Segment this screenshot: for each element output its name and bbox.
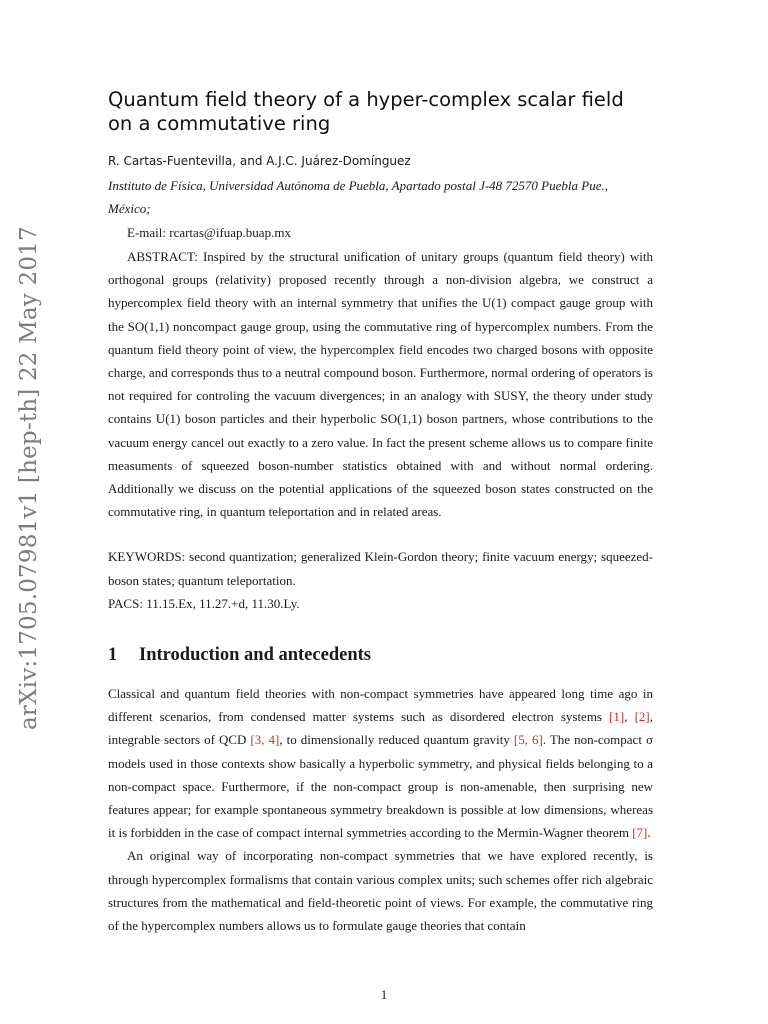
paragraph-text: , integrable sectors of QCD — [108, 709, 653, 748]
paragraph-text: . — [647, 825, 651, 841]
citation-link[interactable]: [7] — [632, 825, 648, 841]
section-title: Introduction and antecedents — [139, 645, 371, 666]
paragraph-text: Classical and quantum field theories with non-compact symmetries have appeared long time ago in different scenarios, from condensed matter systems such as disordered electron systems — [108, 686, 653, 725]
abstract: ABSTRACT: Inspired by the structural unification of unitary groups (quantum field theory) with orthogonal groups (relativity) proposed recently through a non-division algebra, we construct a hypercomplex field theory with an internal symmetry that unifies the U(1) compact gauge group with the SO(1,1) noncompact gauge group, using the commutative ring of hypercomplex numbers. From the quantum field theory point of view, the hypercomplex field encodes two charged bosons with opposite charge, and corresponds thus to a neutral compound boson. Furthermore, normal ordering of operators is not required for controling the vacuum divergences; in an analogy with SUSY, the theory under study contains U(1) boson particles and their hyperbolic SO(1,1) boson partners, whose contributions to the vacuum energy cancel out exactly to a zero value. In fact the present scheme allows us to compare finite measuments of squeezed boson-number statistics obtained with and without normal ordering. Additionally we discuss on the potential applications of the squeezed boson states constructed on the commutative ring, in quantum teleportation and in related areas. — [108, 249, 653, 520]
contact-email: E-mail: rcartas@ifuap.buap.mx — [127, 225, 291, 240]
intro-paragraph-2: An original way of incorporating non-compact symmetries that we have explored recently, is through hypercomplex formalisms that contain various complex units; such schemes offer rich algebraic structures from the mathematical and field-theoretic point of views. For example, the commutative ring of the hypercomplex numbers allows us to formulate gauge theories that contain — [108, 848, 653, 934]
section-heading — [108, 645, 653, 666]
paper-content — [108, 88, 653, 937]
section-number: 1 — [108, 645, 118, 666]
affiliation: Instituto de Física, Universidad Autónoma de Puebla, Apartado postal J-48 72570 Puebla Pue., México; — [108, 178, 608, 216]
citation-link[interactable]: [5, 6] — [513, 732, 543, 748]
intro-paragraph-1 — [108, 682, 653, 844]
paragraph-text: , — [624, 709, 635, 725]
paragraph-text: , to dimensionally reduced quantum gravity — [279, 732, 514, 748]
paragraph-text: . The non-compact σ models used in those contexts show basically a hyperbolic symmetry, and physical fields belonging to a non-compact space. Furthermore, if the non-compact group is non-amenable, then surprising new features appear; for example spontaneous symmetry breakdown is possible at low dimensions, whereas it is forbidden in the case of compact internal symmetries according to the Mermin-Wagner theorem — [108, 732, 653, 841]
citation-link[interactable]: [3, 4] — [250, 732, 280, 748]
paper-title: Quantum field theory of a hyper-complex scalar field on a commutative ring — [108, 88, 624, 135]
citation-link[interactable]: [2] — [634, 709, 650, 725]
arxiv-identifier: arXiv:1705.07981v1 [hep-th] 22 May 2017 — [16, 226, 42, 730]
page-number: 1 — [380, 987, 388, 1002]
author-list: R. Cartas-Fuentevilla, and A.J.C. Juárez-Domínguez — [108, 154, 411, 168]
pacs-codes: PACS: 11.15.Ex, 11.27.+d, 11.30.Ly. — [108, 595, 300, 611]
keywords: KEYWORDS: second quantization; generalized Klein-Gordon theory; finite vacuum energy; squeezed-boson states; quantum teleportation. — [108, 549, 653, 588]
citation-link[interactable]: [1] — [609, 709, 625, 725]
